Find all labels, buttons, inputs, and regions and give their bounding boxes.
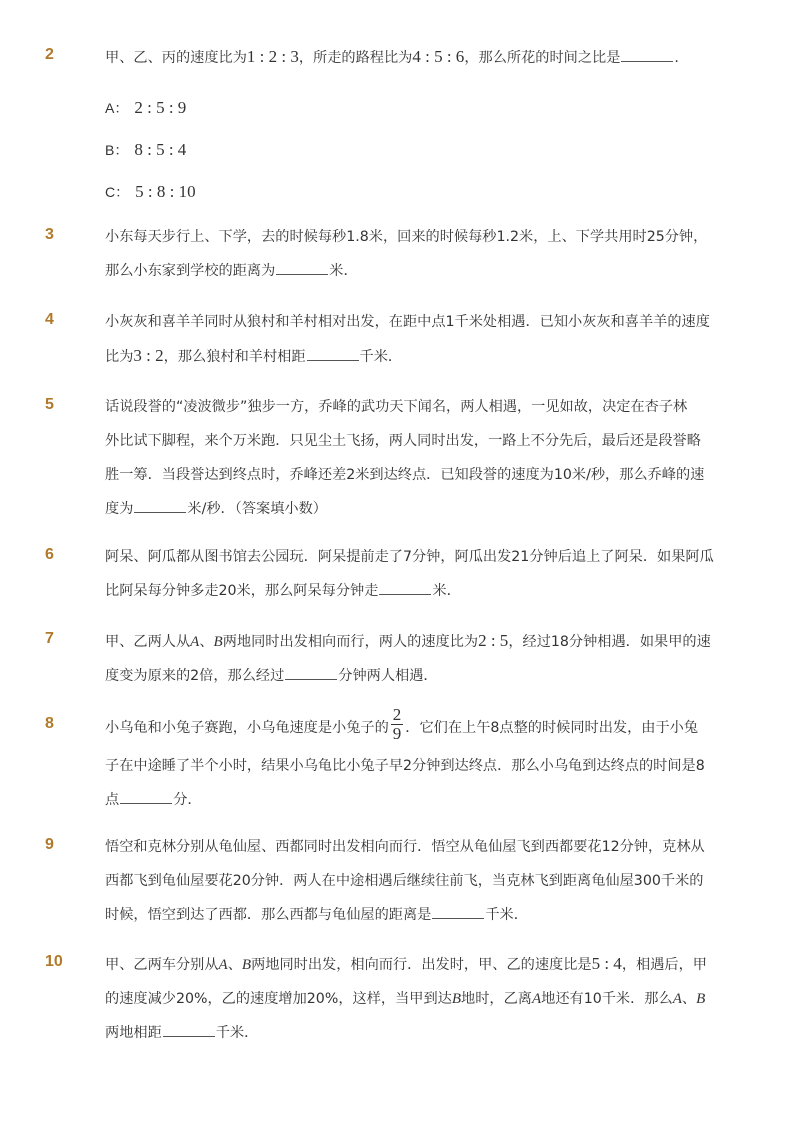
question-text: 甲、乙、丙的速度比为1 : 2 : 3，所走的路程比为4 : 5 : 6，那么所花的时间之比是 . bbox=[105, 47, 679, 66]
question-number: 10 bbox=[45, 953, 63, 970]
question-number: 5 bbox=[45, 396, 54, 413]
question-text: 甲、乙两人从A、B两地同时出发相向而行，两人的速度比为2 : 5，经过18分钟相遇．如果甲的速 度变为原来的2倍，那么经过 分钟两人相遇． bbox=[105, 631, 711, 684]
question-text: 小东每天步行上、下学，去的时候每秒1.8米，回来的时候每秒1.2米，上、下学共用时25分钟， 那么小东家到学校的距离为 米． bbox=[105, 229, 708, 279]
question-text: 阿呆、阿瓜都从图书馆去公园玩．阿呆提前走了7分钟，阿瓜出发21分钟后追上了阿呆．如果阿瓜 比阿呆每分钟多走20米，那么阿呆每分钟走 米． bbox=[105, 549, 714, 599]
question-text: 话说段誉的“凌波微步”独步一方，乔峰的武功天下闻名，两人相遇，一见如故，决定在杏子林 外比试下脚程，来个万米跑．只见尘土飞扬，两人同时出发，一路上不分先后，最后还是段誉略 胜一筹．当段誉达到终点时，乔峰还差2米到达终点．已知段誉的速度为10米/秒，那么乔峰的速 度为 米/秒．（答案填小数） bbox=[105, 399, 705, 517]
answer-blank[interactable] bbox=[134, 498, 186, 513]
question-number: 9 bbox=[45, 836, 54, 853]
question-number: 7 bbox=[45, 630, 54, 647]
question-text: 甲、乙两车分别从A、B两地同时出发，相向而行．出发时，甲、乙的速度比是5 : 4，相遇后，甲 的速度减少20%，乙的速度增加20%，这样，当甲到达B地时，乙离A地还有10千米．那么A、B 两地相距 千米． bbox=[105, 954, 707, 1041]
question-number: 6 bbox=[45, 546, 54, 563]
question-text: 悟空和克林分别从龟仙屋、西都同时出发相向而行．悟空从龟仙屋飞到西都要花12分钟，克林从 西都飞到龟仙屋要花20分钟．两人在中途相遇后继续往前飞，当克林飞到距离龟仙屋300千米的 时候，悟空到达了西都．那么西都与龟仙屋的距离是 千米． bbox=[105, 839, 705, 923]
answer-blank[interactable] bbox=[379, 580, 431, 595]
answer-blank[interactable] bbox=[285, 665, 337, 680]
question-number: 4 bbox=[45, 311, 54, 328]
option-a[interactable]: A： 2 : 5 : 9 bbox=[105, 98, 187, 117]
fraction: $\frac{2}{9}$ bbox=[392, 704, 402, 743]
question-number: 2 bbox=[45, 46, 54, 63]
answer-blank[interactable] bbox=[163, 1022, 215, 1037]
answer-blank[interactable] bbox=[621, 47, 673, 62]
option-b[interactable]: B： 8 : 5 : 4 bbox=[105, 140, 187, 159]
answer-blank[interactable] bbox=[432, 904, 484, 919]
answer-blank[interactable] bbox=[307, 346, 359, 361]
answer-blank[interactable] bbox=[276, 260, 328, 275]
option-c[interactable]: C： 5 : 8 : 10 bbox=[105, 182, 196, 201]
question-number: 3 bbox=[45, 226, 54, 243]
question-number: 8 bbox=[45, 715, 54, 732]
question-text: 小乌龟和小兔子赛跑，小乌龟速度是小兔子的 $\frac{2}{9}$ ．它们在上午8点整的时候同时出发，由于小兔 子在中途睡了半个小时，结果小乌龟比小兔子早2分钟到达终点．那么小乌龟到达终点的时间是8 点 分． bbox=[105, 704, 705, 808]
answer-blank[interactable] bbox=[120, 789, 172, 804]
question-text: 小灰灰和喜羊羊同时从狼村和羊村相对出发，在距中点1千米处相遇．已知小灰灰和喜羊羊的速度 比为3 : 2，那么狼村和羊村相距 千米． bbox=[105, 314, 710, 365]
